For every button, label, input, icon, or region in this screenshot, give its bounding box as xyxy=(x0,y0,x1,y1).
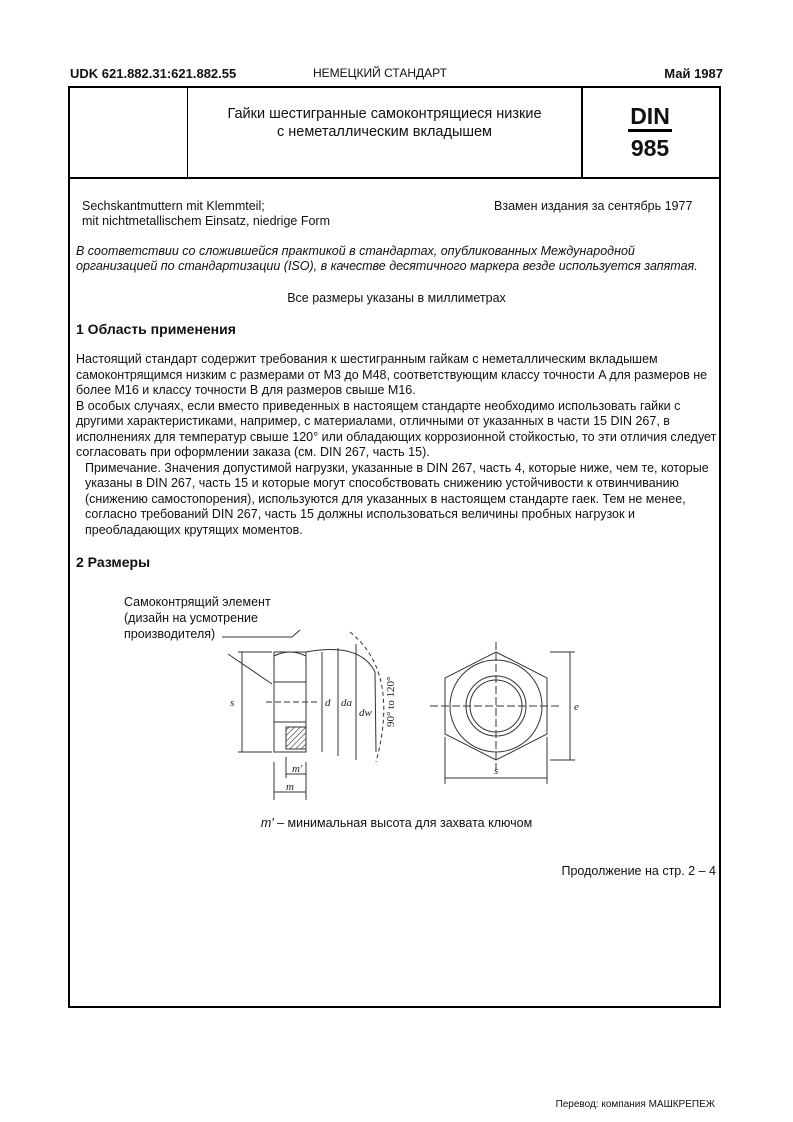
title-header xyxy=(68,86,721,179)
standard-label: НЕМЕЦКИЙ СТАНДАРТ xyxy=(313,66,447,80)
dim-m-label: m xyxy=(286,781,294,793)
dim-d-label: d xyxy=(325,697,331,709)
dim-s-side-label: s xyxy=(230,697,235,709)
dim-da-label: da xyxy=(341,697,352,709)
section-1-body xyxy=(76,352,721,538)
continuation-note: Продолжение на стр. 2 – 4 xyxy=(561,864,716,878)
dimensions-note: Все размеры указаны в миллиметрах xyxy=(287,291,506,305)
dim-s-label: s xyxy=(494,765,499,777)
udk-code: UDK 621.882.31:621.882.55 xyxy=(70,66,237,81)
german-title-line-1: Sechskantmuttern mit Klemmteil; xyxy=(82,199,265,213)
angle-label: 90° to 120° xyxy=(385,676,397,727)
title-cell xyxy=(188,86,583,177)
din-cell xyxy=(583,86,717,177)
din-number: 985 xyxy=(630,135,670,161)
replaces-edition: Взамен издания за сентябрь 1977 xyxy=(494,199,693,213)
iso-note: В соответствии со сложившейся практикой в стандартах, опубликованных Международной организацией по стандартизации (ISO), в качестве десятичного маркера везде используется запятая. xyxy=(76,244,698,273)
figure-caption xyxy=(0,816,793,830)
issue-date: Май 1987 xyxy=(664,66,723,81)
title-line-1: Гайки шестигранные самоконтрящиеся низкие xyxy=(227,106,542,122)
header-empty-cell xyxy=(68,86,188,177)
translation-credit: Перевод: компания МАШКРЕПЕЖ xyxy=(555,1099,715,1110)
section-2-heading: 2 Размеры xyxy=(76,554,151,570)
caption-text: – минимальная высота для захвата ключом xyxy=(273,816,533,830)
dim-e-label: e xyxy=(574,701,579,713)
nut-drawing xyxy=(200,612,600,812)
dim-dw-label: dw xyxy=(359,707,372,719)
german-title-line-2: mit nichtmetallischem Einsatz, niedrige Form xyxy=(82,214,330,228)
figure-callout-line-1: Самоконтрящий элемент xyxy=(124,595,271,609)
din-label: DIN xyxy=(628,103,672,132)
section-1-para-2: В особых случаях, если вместо приведенных в настоящем стандарте необходимо использовать гайки с другими характеристиками, например, с материалами, отличными от указанных в части 15 DIN 267, в исполнениях для температур свыше 120° или обладающих коррозионной стойкостью, то эти отличия следует согласовать при оформлении заказа (см. DIN 267, часть 15). xyxy=(76,398,717,459)
title-line-2: с неметаллическим вкладышем xyxy=(276,124,493,140)
german-title xyxy=(82,199,330,229)
section-1-heading: 1 Область применения xyxy=(76,321,236,337)
dim-m-prime-label: m' xyxy=(292,763,303,775)
figure-callout-line-3: производителя) xyxy=(124,627,216,641)
caption-symbol: m' xyxy=(260,816,274,830)
section-1-para-1: Настоящий стандарт содержит требования к шестигранным гайкам с неметаллическим вкладышем самоконтрящимся низким с размерами от M3 до M48, соответствующим классу точности A для размеров не более M16 и классу точности B для размеров свыше M16. xyxy=(76,352,708,397)
section-1-note: Примечание. Значения допустимой нагрузки, указанные в DIN 267, часть 4, которые ниже, чем те, которые указаны в DIN 267, часть 15 и которые могут способствовать снижению устойчивости к отвинчиванию (снижению самостопорения), используются для указанных в настоящем стандарте гаек. Тем не менее, согласно требований DIN 267, часть 15 должны использоваться величины пробных нагрузок и преобладающих крутящих моментов. xyxy=(85,460,709,537)
figure-callout-line-2: (дизайн на усмотрение xyxy=(124,611,258,625)
